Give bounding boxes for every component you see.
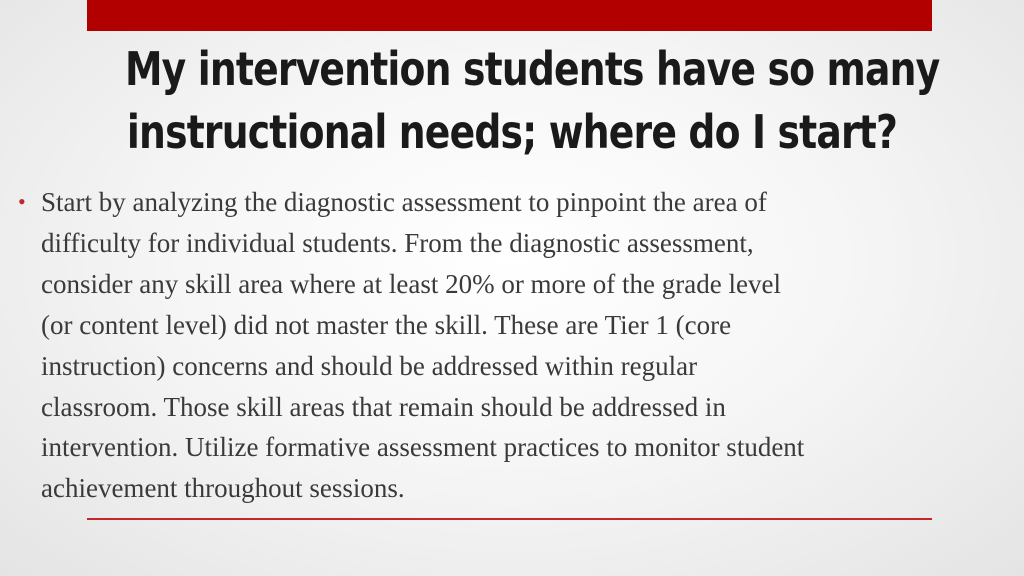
body-line-6: classroom. Those skill areas that remain should be addressed in <box>41 391 726 422</box>
body-line-7: intervention. Utilize formative assessment practices to monitor student <box>41 432 805 463</box>
body-line-1: Start by analyzing the diagnostic assessment to pinpoint the area of <box>41 187 767 217</box>
bullet-dot-icon: • <box>18 189 26 214</box>
slide-title <box>124 38 940 164</box>
body-line-2: difficulty for individual students. From the diagnostic assessment, <box>41 227 754 258</box>
title-line-2: instructional needs; where do I start? <box>126 105 898 159</box>
bullet-item <box>18 182 1013 509</box>
slide-body <box>18 182 1013 509</box>
body-line-3: consider any skill area where at least 20% or more of the grade level <box>41 268 781 299</box>
body-line-4: (or content level) did not master the skill. These are Tier 1 (core <box>41 309 732 340</box>
bottom-divider <box>87 518 932 520</box>
body-line-8: achievement throughout sessions. <box>41 473 405 504</box>
bullet-text <box>41 182 1013 509</box>
title-line-1: My intervention students have so many <box>124 42 940 96</box>
top-accent-bar <box>87 0 932 31</box>
body-line-5: instruction) concerns and should be addressed within regular <box>41 350 698 381</box>
